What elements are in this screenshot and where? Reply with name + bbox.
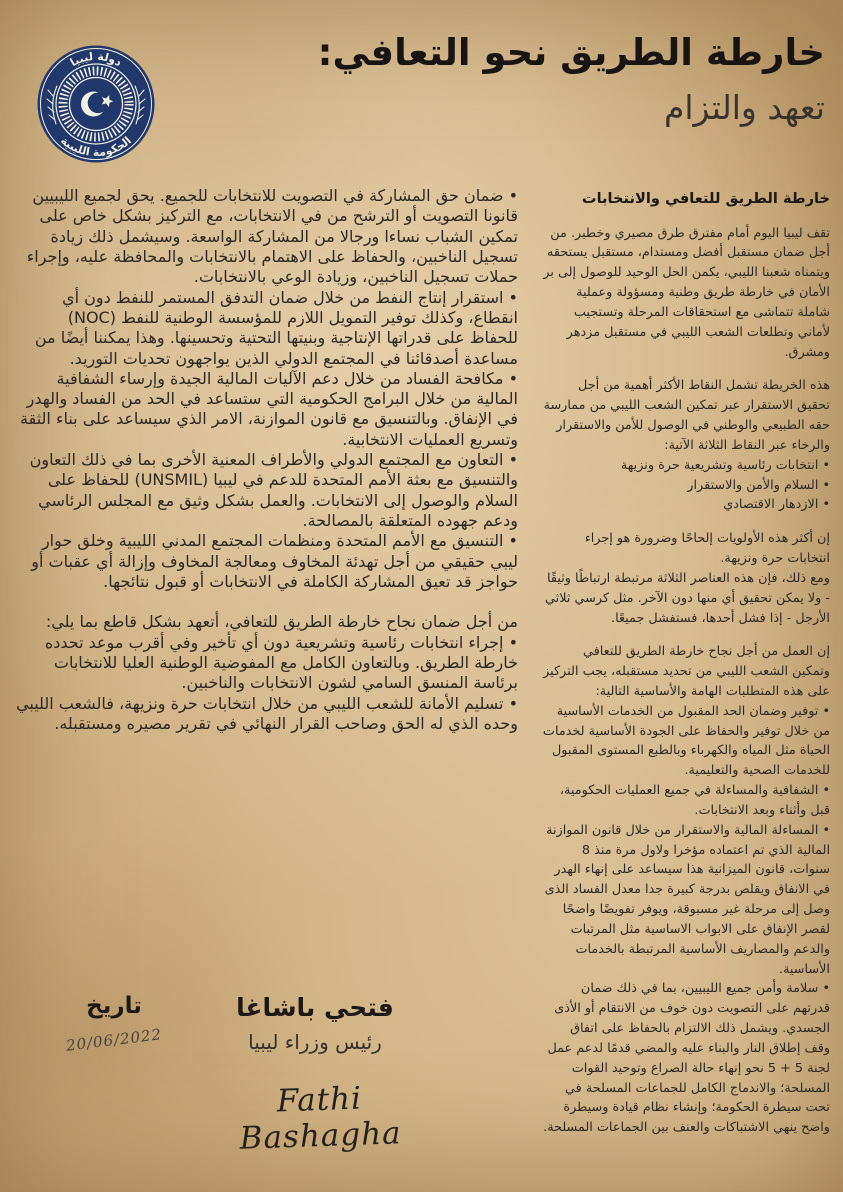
- date-label: تاريخ: [86, 993, 142, 1019]
- bullet-hand-over-trust: • تسليم الأمانة للشعب الليبي من خلال انتخابات حرة ونزيهة، فالشعب الليبي وحده الذي له الحق وصاحب القرار النهائي في تقرير مصيره ومستقبله.: [16, 693, 518, 733]
- pledge-intro: من أجل ضمان نجاح خارطة الطريق للتعافي، أتعهد بشكل قاطع بما يلي:: [45, 612, 518, 632]
- signer-block: [220, 993, 410, 1054]
- bullet-hold-elections: • إجراء انتخابات رئاسية وتشريعية دون أي تأخير وفي أقرب موعد تحدده خارطة الطريق. وبالتعاون الكامل مع المفوضية الوطنية العليا للانتخابات برئاسة المنسق السامي لشون الانتخابات والناخبين.: [44, 632, 518, 693]
- bullet-oil-production: • استقرار إنتاج النفط من خلال ضمان التدفق المستمر للنفط دون أي انقطاع، وكذلك توفير التمويل اللازم للمؤسسة الوطنية للنفط (NOC) للحفاظ على قدراتها الإنتاجية وبنيتها التحتية وتحسينها. وهذا يمكننا أيضًا من مساعدة أصدقائنا في المجتمع الدولي الذين يواجهون تحديات التوريد.: [34, 287, 518, 368]
- bullet-peace-security: • السلام والأمن والاستقرار: [687, 477, 830, 493]
- seal-top-text: دولة ليبيا: [67, 49, 124, 70]
- left-column: [16, 186, 518, 734]
- para-three-elements: ومع ذلك، فإن هذه العناصر الثلاثة مرتبطة ارتباطًا وثيقًا - ولا يمكن تحقيق أي منها دون الآخر. مثل كرسي ثلاثي الأرجل - إذا فشل أحدها، فستفشل جميعًا.: [545, 570, 830, 626]
- signer-title: رئيس وزراء ليبيا: [248, 1030, 382, 1054]
- para-most-urgent: إن أكثر هذه الأولويات إلحاحًا وضرورة هو إجراء انتخابات حرة ونزيهة.: [584, 531, 830, 567]
- date-block: [62, 993, 166, 1055]
- bullet-fiscal-accountability: • المساءلة المالية والاستقرار من خلال قانون الموازنة المالية الذي تم اعتماده مؤخرا ولاول مرة منذ 8 سنوات، قانون الميزانية هذا سيساعد على إنهاء الهدر في الانفاق ويقلص بدرجة كبيرة جدا معدل الفساد الذى وصل إلى مرحلة غير مسبوقة، ويوفر تفويضًا واضحًا لقصر الإنفاق على الابواب الاساسية مثل المرتبات والدعم والمصاريف الأساسية المرتبطة بالخدمات الأساسية.: [544, 822, 830, 977]
- bullet-free-elections: • انتخابات رئاسية وتشريعية حرة ونزيهة: [620, 457, 830, 473]
- para-crossroads: تقف ليبيا اليوم أمام مفترق طرق مصيري وخطير. من أجل ضمان مستقبل أفضل ومستدام، مستقبل يستحقه ويتمناه شعبنا الليبي، يكمن الحل الوحيد للوصول إلى بر الأمان في خارطة طريق وطنية ومسؤولة وعملية شاملة تتماشى مع استحقاقات المرحلة وتستجيب لأماني وتطلعات الشعب الليبي في مستقبل مزدهر ومشرق.: [543, 225, 830, 360]
- bullet-anti-corruption: • مكافحة الفساد من خلال دعم الآليات المالية الجيدة وإرساء الشفافية المالية من خلال البرامج الحكومية التي ستساعد في الحد من الفساد والهدر في الإنفاق. وبالتنسيق مع قانون الموازنة، الامر الذي سيساعد على بناء الثقة وتسريع العمليات الانتخابية.: [20, 368, 518, 449]
- bullet-international-cooperation: • التعاون مع المجتمع الدولي والأطراف المعنية الأخرى بما في ذلك التعاون والتنسيق مع بعثة الأمم المتحدة للدعم في ليبيا (UNSMIL) للحفاظ على السلام والوصول إلى الانتخابات. والعمل بشكل وثيق مع المجلس الرئاسي ودعم جهوده المتعلقة بالمصالحة.: [29, 450, 518, 530]
- para-requirements-intro: إن العمل من أجل نجاح خارطة الطريق للتعافي وتمكين الشعب الليبي من تحديد مستقبله، يجب التركيز على هذه المتطلبات الهامة والأساسية التالية:: [543, 644, 830, 699]
- page-subtitle: تعهد والتزام: [663, 88, 825, 128]
- right-column: [542, 188, 830, 1138]
- bullet-voting-rights: • ضمان حق المشاركة في التصويت للانتخابات للجميع. يحق لجميع الليبيين قانونا التصويت أو الترشح من في الانتخابات، مع التركيز بشكل خاص على تمكين الشباب نساءا ورجالا من المشاركة الواسعة. وسيشمل ذلك زيادة تسجيل الناخبين، والحفاظ على الاهتمام بالانتخابات والمحافظة عليه، وإجراء حملات تسجيل الناخبين، وزيادة الوعي بالانتخابات.: [26, 186, 518, 287]
- page-title: خارطة الطريق نحو التعافي:: [317, 31, 825, 74]
- bullet-transparency: • الشفافية والمساءلة في جميع العمليات الحكومية، قبل وأثناء وبعد الانتخابات.: [559, 783, 830, 818]
- bullet-un-coordination: • التنسيق مع الأمم المتحدة ومنظمات المجتمع المدني الليبية وخلق حوار ليبي حقيقي من أجل تهدئة المخاوف ومعالجة المخاوف وإزالة أي عقبات أو حواجز قد تعيق المشاركة الكاملة في الانتخابات أو قبول نتائجها.: [31, 531, 518, 591]
- bullet-safety-of-libyans: • سلامة وأمن جميع الليبيين، بما في ذلك ضمان قدرتهم على التصويت دون خوف من الانتقام أو الأذى الجسدي. ويشمل ذلك الالتزام بالحفاظ على اتفاق وقف إطلاق النار والبناء عليه والمضي قدمًا لدعم عمل لجنة 5 + 5 نحو إنهاء حالة الصراع وتوحيد القوات المسلحة؛ والاندماج الكامل للجماعات المسلحة في تحت سيطرة الحكومة؛ وإنشاء نظام قيادة وسيطرة واضح ينهي الاشتباكات والعنف بين الجماعات المسلحة.: [543, 981, 830, 1136]
- handwritten-signature: Fathi Bashagha: [239, 1080, 403, 1157]
- seal-bottom-text: الحكومة الليبية: [58, 134, 134, 160]
- title-block: [318, 30, 825, 128]
- signer-name: فتحي باشاغا: [236, 993, 394, 1022]
- date-value: 20/06/2022: [65, 1025, 163, 1055]
- section-heading: خارطة الطريق للتعافي والانتخابات: [581, 190, 830, 207]
- bullet-basic-services: • توفير وضمان الحد المقبول من الخدمات الأساسية من خلال توفير والحفاظ على الجودة الأساسية لخدمات الحياة مثل المياه والكهرباء وبالطبع المستوى المقبول للخدمات الصحية والتعليمية.: [542, 703, 830, 779]
- bullet-economic-prosperity: • الازدهار الاقتصادي: [723, 497, 830, 513]
- para-map-points-intro: هذه الخريطة تشمل النقاط الأكثر أهمية من أجل تحقيق الاستقرار عبر تمكين الشعب الليبي من ممارسة حقه الطبيعي والوطني في الوصول للأمن والاستقرار والرخاء عبر النقاط الثلاثة الآتية:: [543, 378, 830, 453]
- libya-government-seal-icon: [36, 44, 156, 164]
